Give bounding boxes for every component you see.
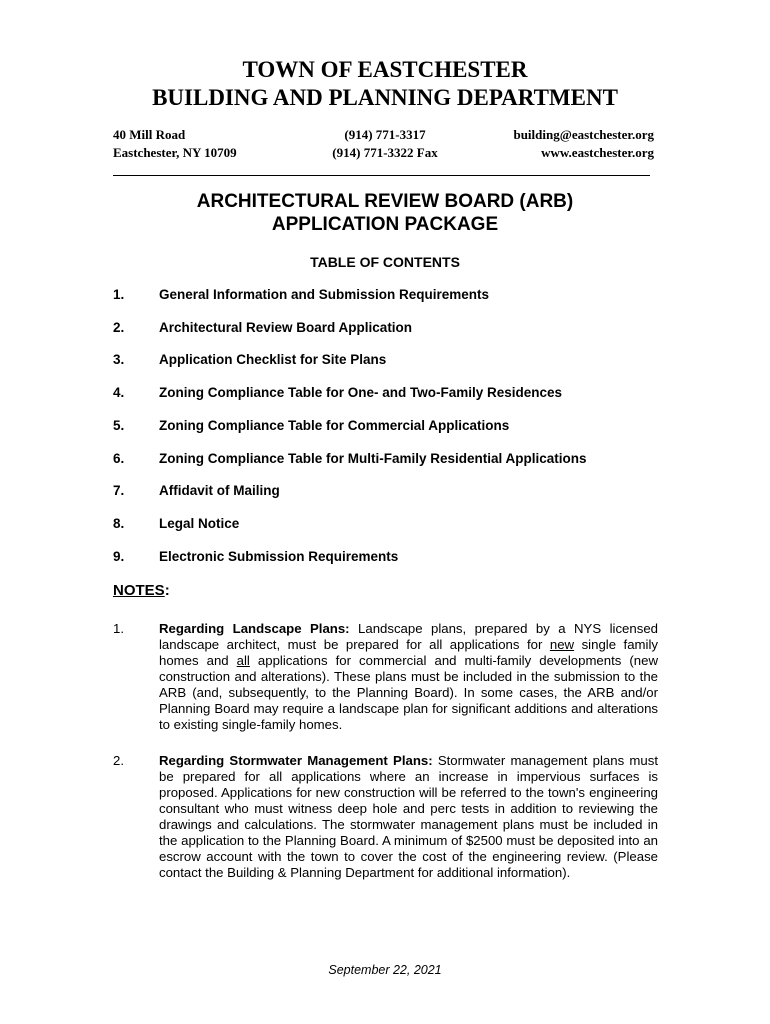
email-address: building@eastchester.org <box>513 127 654 142</box>
toc-item <box>113 516 653 536</box>
toc-item-label: Architectural Review Board Application <box>159 320 413 335</box>
toc-item <box>113 287 653 307</box>
toc-item-number: 1. <box>113 287 125 302</box>
toc-item-number: 7. <box>113 483 125 498</box>
note-emphasis: new <box>549 637 575 652</box>
toc-item <box>113 549 653 569</box>
fax-number: (914) 771-3322 Fax <box>332 145 438 160</box>
header-divider <box>113 175 650 176</box>
toc-item-number: 2. <box>113 320 125 335</box>
phone-number: (914) 771-3317 <box>344 127 426 142</box>
toc-item-number: 3. <box>113 352 125 367</box>
note-text: Stormwater management plans must be prepared for all applications where an increase in impervious surfaces is proposed. Applications for new construction will be referred to the town's engineering consultant who must witness deep hole and perc tests in addition to reviewing the drawings and calculations. The stormwater management plans must be included in the application to the Planning Board. A minimum of $2500 must be deposited into an escrow account with the town to cover the cost of the engineering review. (Please contact the Building & Planning Department for additional information). <box>159 753 658 880</box>
toc-item <box>113 451 653 471</box>
notes-heading-colon: : <box>164 582 170 599</box>
address-block <box>113 126 237 162</box>
notes-heading-text: NOTES <box>113 582 165 599</box>
note-text: single family homes and <box>159 637 658 668</box>
note-body <box>159 621 658 733</box>
note-text: applications for commercial and multi-family developments (new construction and alterations). These plans must be included in the submission to the ARB (and, subsequently, to the Planning Board). In some cases, the ARB and/or Planning Board may require a landscape plan for significant additions and alterations to existing single-family homes. <box>159 653 658 732</box>
toc-item-label: Application Checklist for Site Plans <box>159 352 387 367</box>
document-title-line2: APPLICATION PACKAGE <box>271 214 499 235</box>
toc-item-number: 4. <box>113 385 125 400</box>
toc-item-label: Zoning Compliance Table for One- and Two-Family Residences <box>159 385 563 400</box>
note-text: Landscape plans, prepared by a NYS licensed landscape architect, must be prepared for all applications for <box>159 621 658 652</box>
footer-date: September 22, 2021 <box>328 963 442 977</box>
note-number: 1. <box>113 621 124 636</box>
toc-item-number: 6. <box>113 451 125 466</box>
toc-item-label: General Information and Submission Requirements <box>159 287 490 302</box>
toc-item <box>113 418 653 438</box>
address-city: Eastchester, NY 10709 <box>113 145 237 160</box>
toc-item <box>113 385 653 405</box>
toc-item <box>113 483 653 503</box>
note-emphasis: all <box>236 653 250 668</box>
note-body <box>159 753 658 881</box>
toc-item <box>113 352 653 372</box>
toc-heading: TABLE OF CONTENTS <box>310 254 460 270</box>
note-lead: Regarding Landscape Plans: <box>159 621 350 636</box>
toc-item-label: Zoning Compliance Table for Multi-Family Residential Applications <box>159 451 587 466</box>
toc-item-label: Legal Notice <box>159 516 240 531</box>
note-lead: Regarding Stormwater Management Plans: <box>159 753 433 768</box>
toc-item-label: Affidavit of Mailing <box>159 483 280 498</box>
toc-item-number: 8. <box>113 516 125 531</box>
toc-item-label: Zoning Compliance Table for Commercial Applications <box>159 418 510 433</box>
phone-block <box>290 126 480 162</box>
toc-item-number: 5. <box>113 418 125 433</box>
toc-item-number: 9. <box>113 549 125 564</box>
toc-item-label: Electronic Submission Requirements <box>159 549 399 564</box>
document-title-line1: ARCHITECTURAL REVIEW BOARD (ARB) <box>196 191 574 212</box>
notes-heading <box>113 582 170 599</box>
note-number: 2. <box>113 753 124 768</box>
department-title-line1: TOWN OF EASTCHESTER <box>242 57 528 82</box>
address-street: 40 Mill Road <box>113 127 186 142</box>
toc-item <box>113 320 653 340</box>
website-address: www.eastchester.org <box>541 145 654 160</box>
web-block <box>513 126 654 162</box>
department-title-line2: BUILDING AND PLANNING DEPARTMENT <box>152 85 618 110</box>
